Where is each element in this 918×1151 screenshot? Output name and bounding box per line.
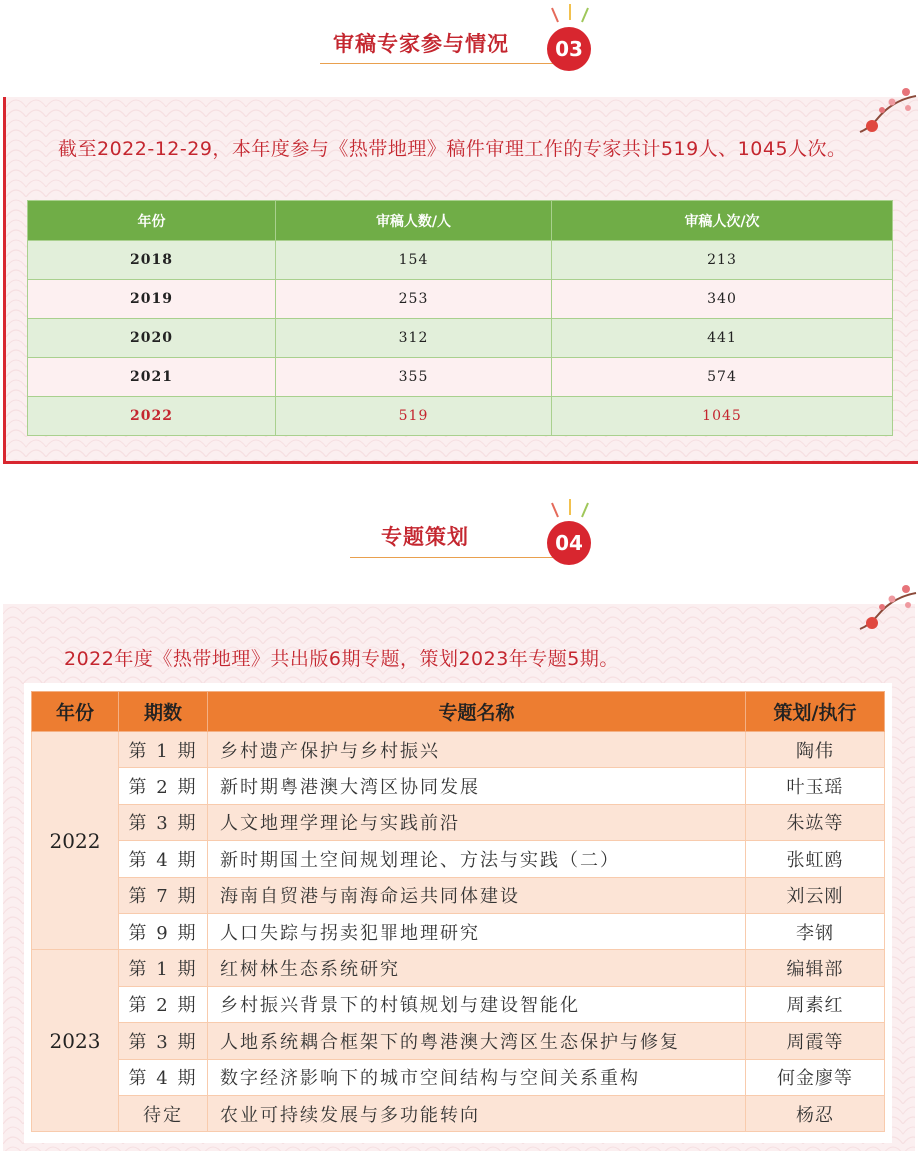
section-3-underline bbox=[320, 63, 560, 64]
cell-issue: 待定 bbox=[119, 1095, 208, 1131]
cell-topic: 人口失踪与拐卖犯罪地理研究 bbox=[208, 913, 746, 949]
cell-year-group: 2023 bbox=[32, 950, 119, 1132]
cell-year: 2022 bbox=[28, 397, 276, 436]
section-3-paragraph-wrap bbox=[58, 133, 898, 165]
section-4-title: 专题策划 bbox=[381, 525, 469, 549]
cell-issue: 第 1 期 bbox=[119, 950, 208, 986]
cell-year: 2021 bbox=[28, 358, 276, 397]
section-4-paragraph-wrap bbox=[64, 643, 894, 675]
table-row bbox=[28, 319, 893, 358]
cell-topic: 农业可持续发展与多功能转向 bbox=[208, 1095, 746, 1131]
table-row bbox=[32, 732, 885, 768]
table-header-row bbox=[32, 692, 885, 732]
cell-editor: 李钢 bbox=[746, 913, 885, 949]
cell-editor: 刘云刚 bbox=[746, 877, 885, 913]
cell-reviewers: 154 bbox=[276, 241, 552, 280]
col-header-topic: 专题名称 bbox=[208, 692, 746, 732]
cell-topic: 乡村振兴背景下的村镇规划与建设智能化 bbox=[208, 986, 746, 1022]
table-row bbox=[32, 913, 885, 949]
table-row bbox=[32, 768, 885, 804]
col-header-editor: 策划/执行 bbox=[746, 692, 885, 732]
cell-topic: 新时期粤港澳大湾区协同发展 bbox=[208, 768, 746, 804]
cell-editor: 叶玉瑶 bbox=[746, 768, 885, 804]
table-row bbox=[32, 804, 885, 840]
cell-topic: 海南自贸港与南海命运共同体建设 bbox=[208, 877, 746, 913]
table-row bbox=[32, 1023, 885, 1059]
cell-review-times: 441 bbox=[552, 319, 893, 358]
cell-reviewers: 519 bbox=[276, 397, 552, 436]
table-row bbox=[32, 877, 885, 913]
table-row bbox=[28, 280, 893, 319]
table-row bbox=[32, 986, 885, 1022]
cell-editor: 朱竑等 bbox=[746, 804, 885, 840]
sparkle-icon bbox=[540, 499, 600, 523]
col-header-year: 年份 bbox=[28, 201, 276, 241]
cell-issue: 第 2 期 bbox=[119, 768, 208, 804]
col-header-reviewer-count: 审稿人数/人 bbox=[276, 201, 552, 241]
cell-year: 2020 bbox=[28, 319, 276, 358]
cell-topic: 数字经济影响下的城市空间结构与空间关系重构 bbox=[208, 1059, 746, 1095]
cell-review-times: 574 bbox=[552, 358, 893, 397]
cell-issue: 第 4 期 bbox=[119, 1059, 208, 1095]
table-row bbox=[28, 358, 893, 397]
cell-issue: 第 9 期 bbox=[119, 913, 208, 949]
cell-editor: 杨忍 bbox=[746, 1095, 885, 1131]
cell-editor: 编辑部 bbox=[746, 950, 885, 986]
cell-topic: 人文地理学理论与实践前沿 bbox=[208, 804, 746, 840]
cell-review-times: 340 bbox=[552, 280, 893, 319]
cell-topic: 乡村遗产保护与乡村振兴 bbox=[208, 732, 746, 768]
table-row bbox=[32, 950, 885, 986]
col-header-year: 年份 bbox=[32, 692, 119, 732]
cell-issue: 第 3 期 bbox=[119, 804, 208, 840]
cell-issue: 第 2 期 bbox=[119, 986, 208, 1022]
section-4-header bbox=[0, 497, 918, 577]
col-header-review-times: 审稿人次/次 bbox=[552, 201, 893, 241]
cell-reviewers: 253 bbox=[276, 280, 552, 319]
table-row-highlighted bbox=[28, 397, 893, 436]
cell-editor: 陶伟 bbox=[746, 732, 885, 768]
section-3-paragraph: 截至2022-12-29，本年度参与《热带地理》稿件审理工作的专家共计519人、1045人次。 bbox=[58, 138, 847, 160]
cell-reviewers: 312 bbox=[276, 319, 552, 358]
cell-review-times: 213 bbox=[552, 241, 893, 280]
section-4-paragraph: 2022年度《热带地理》共出版6期专题，策划2023年专题5期。 bbox=[64, 648, 619, 670]
col-header-issue: 期数 bbox=[119, 692, 208, 732]
section-4-underline bbox=[350, 557, 560, 558]
cell-year-group: 2022 bbox=[32, 732, 119, 950]
section-3-title: 审稿专家参与情况 bbox=[333, 32, 509, 56]
section-3-header bbox=[0, 0, 918, 80]
cell-review-times: 1045 bbox=[552, 397, 893, 436]
cell-issue: 第 1 期 bbox=[119, 732, 208, 768]
reviewer-stats-table bbox=[27, 200, 893, 436]
table-row bbox=[32, 841, 885, 877]
section-4-number-badge: 04 bbox=[547, 521, 591, 565]
special-issue-table bbox=[31, 691, 885, 1132]
cell-reviewers: 355 bbox=[276, 358, 552, 397]
cell-topic: 人地系统耦合框架下的粤港澳大湾区生态保护与修复 bbox=[208, 1023, 746, 1059]
cell-issue: 第 7 期 bbox=[119, 877, 208, 913]
cell-editor: 何金廖等 bbox=[746, 1059, 885, 1095]
plum-blossom-icon bbox=[848, 575, 918, 645]
table-row bbox=[32, 1095, 885, 1131]
table-row bbox=[32, 1059, 885, 1095]
cell-topic: 红树林生态系统研究 bbox=[208, 950, 746, 986]
section-3-number-badge: 03 bbox=[547, 27, 591, 71]
cell-editor: 周素红 bbox=[746, 986, 885, 1022]
cell-issue: 第 4 期 bbox=[119, 841, 208, 877]
special-issue-table-container bbox=[24, 683, 892, 1143]
cell-year: 2019 bbox=[28, 280, 276, 319]
cell-editor: 周霞等 bbox=[746, 1023, 885, 1059]
cell-issue: 第 3 期 bbox=[119, 1023, 208, 1059]
cell-year: 2018 bbox=[28, 241, 276, 280]
table-header-row bbox=[28, 201, 893, 241]
sparkle-icon bbox=[540, 4, 600, 28]
cell-topic: 新时期国土空间规划理论、方法与实践（二） bbox=[208, 841, 746, 877]
cell-editor: 张虹鸥 bbox=[746, 841, 885, 877]
table-row bbox=[28, 241, 893, 280]
